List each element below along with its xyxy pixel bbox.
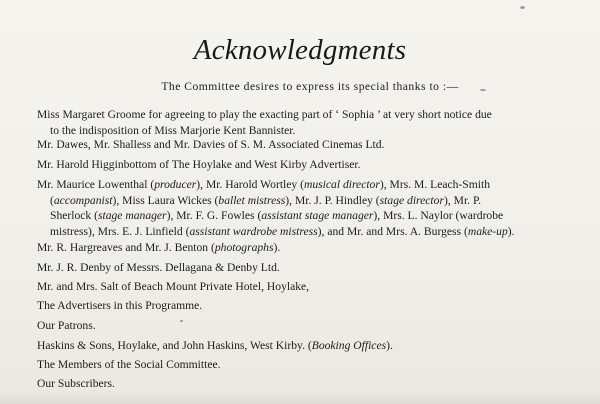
acknowledgment-item bbox=[37, 240, 585, 256]
print-speck bbox=[480, 89, 486, 91]
item-line: Mr. Dawes, Mr. Shalless and Mr. Davies of S. M. Associated Cinemas Ltd. bbox=[37, 138, 385, 151]
item-line: Our Subscribers. bbox=[37, 377, 115, 390]
item-line: Haskins & Sons, Hoylake, and John Haskins, West Kirby. (Booking Offices). bbox=[37, 339, 393, 352]
item-line: mistress), Mrs. E. J. Linfield (assistant wardrobe mistress), and Mr. and Mrs. A. Burgess (make-up). bbox=[50, 224, 515, 238]
print-speck bbox=[180, 320, 183, 322]
item-line: The Advertisers in this Programme. bbox=[37, 299, 203, 312]
item-line: Mr. and Mrs. Salt of Beach Mount Private Hotel, Hoylake, bbox=[37, 280, 310, 293]
item-line: Our Patrons. bbox=[37, 319, 96, 332]
item-line: Mr. R. Hargreaves and Mr. J. Benton (photographs). bbox=[37, 241, 281, 254]
acknowledgment-item bbox=[37, 338, 585, 354]
acknowledgment-item bbox=[37, 177, 585, 239]
acknowledgment-item bbox=[37, 137, 585, 153]
acknowledgment-item bbox=[37, 279, 585, 295]
acknowledgment-item bbox=[37, 157, 585, 173]
intro-line: The Committee desires to express its special thanks to :— bbox=[161, 80, 459, 93]
item-line: Mr. J. R. Denby of Messrs. Dellagana & Denby Ltd. bbox=[37, 261, 280, 274]
page-title: Acknowledgments bbox=[193, 34, 407, 66]
acknowledgment-item bbox=[37, 260, 585, 276]
acknowledgment-item bbox=[37, 107, 585, 138]
item-line: Sherlock (stage manager), Mr. F. G. Fowles (assistant stage manager), Mrs. L. Naylor (wardrobe bbox=[50, 209, 504, 222]
item-line: (accompanist), Miss Laura Wickes (ballet mistress), Mr. J. P. Hindley (stage director), Mr. P. bbox=[50, 193, 482, 207]
print-speck bbox=[520, 6, 525, 9]
acknowledgment-item bbox=[37, 376, 585, 392]
item-line: Mr. Harold Higginbottom of The Hoylake and West Kirby Advertiser. bbox=[37, 158, 361, 171]
item-line: Miss Margaret Groome for agreeing to play the exacting part of ‘ Sophia ’ at very short notice due bbox=[37, 108, 492, 121]
acknowledgment-item bbox=[37, 298, 585, 314]
acknowledgment-item bbox=[37, 318, 585, 334]
item-line: The Members of the Social Committee. bbox=[37, 358, 221, 371]
item-line: to the indisposition of Miss Marjorie Kent Bannister. bbox=[50, 123, 296, 137]
item-line: Mr. Maurice Lowenthal (producer), Mr. Harold Wortley (musical director), Mrs. M. Leach-Smith bbox=[37, 178, 491, 191]
page-edge-shadow bbox=[0, 390, 600, 404]
acknowledgment-item bbox=[37, 357, 585, 373]
